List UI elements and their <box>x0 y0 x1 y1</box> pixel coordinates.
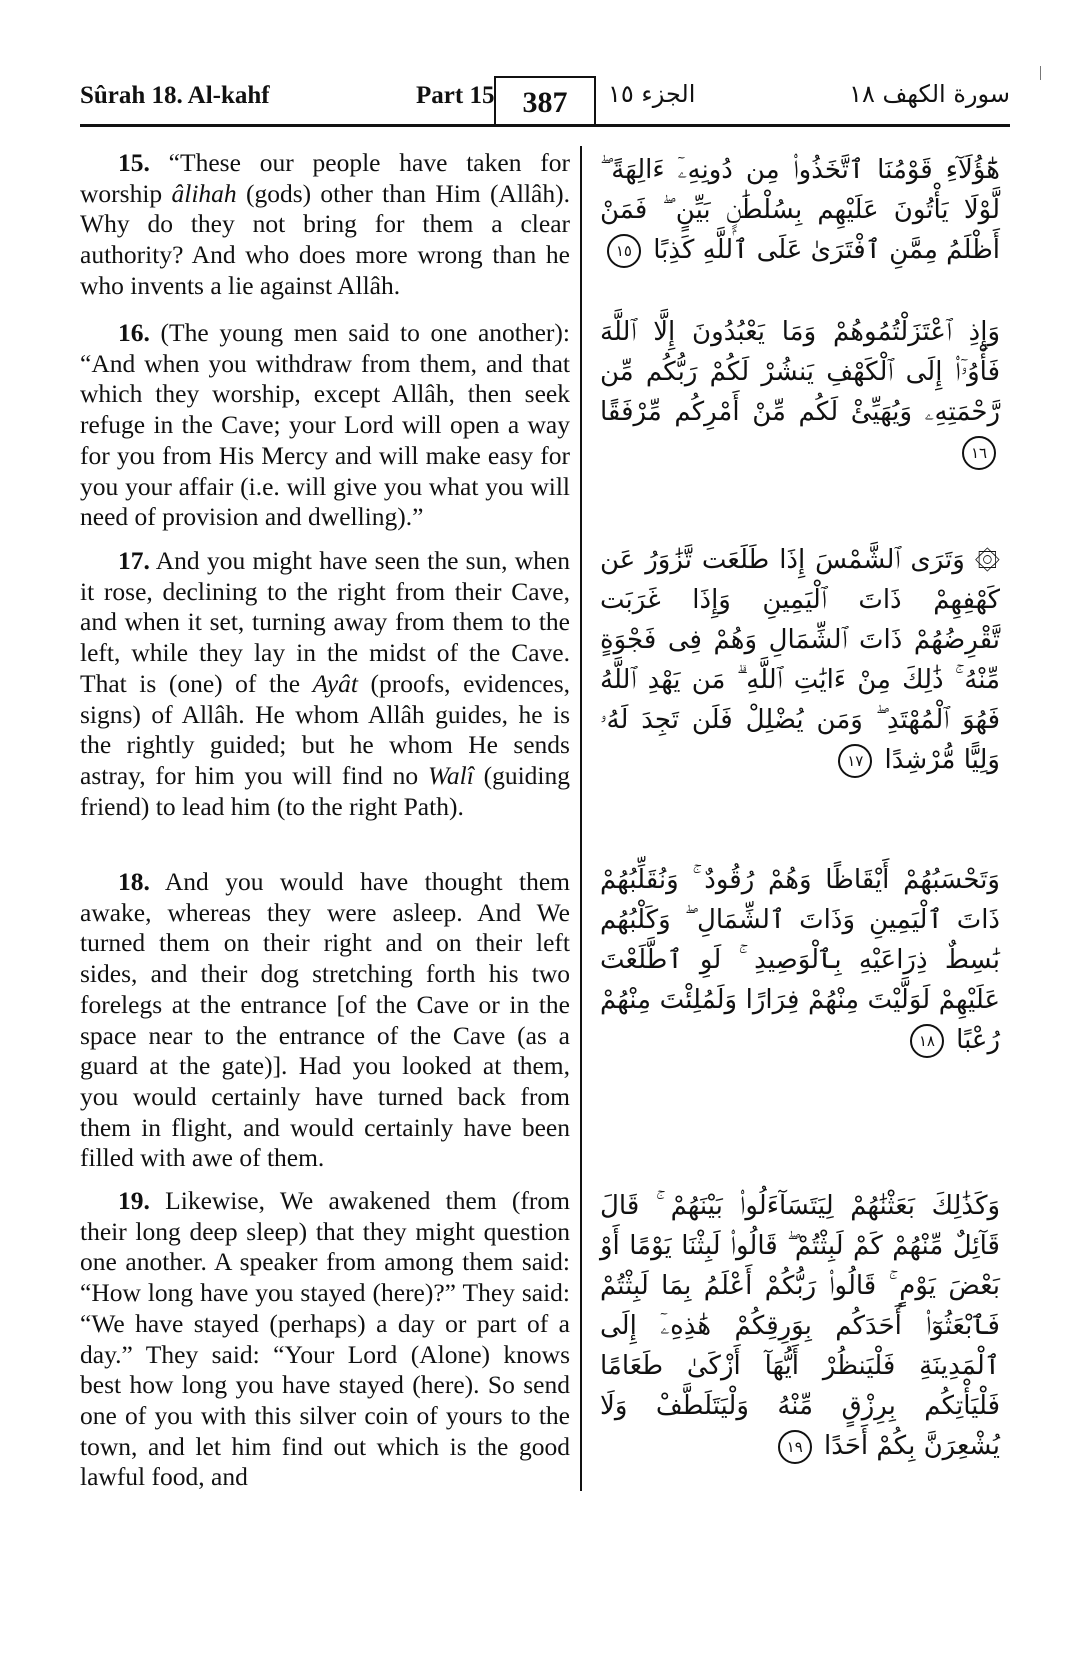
transliterated-term: âlihah <box>171 178 237 208</box>
verse-number: 16. <box>118 318 150 347</box>
arabic-verse-18 <box>600 860 1000 1060</box>
verse-text: (The young men said to one another): “And when you withdraw from them, and that which they worship, except Allâh, then seek refuge in the Cave; your Lord will open a way for you from His Mercy and will make easy for you your affair (i.e. will give you what you will need of provision and dwelling).” <box>80 318 570 532</box>
verse-number: 15. <box>118 148 150 177</box>
arabic-verse-16 <box>600 312 1000 472</box>
verse-text: Likewise, We awakened them (from their long deep sleep) that they might question one another. A speaker from among them said: “How long have you stayed (here)?” They said: “We have stayed (perhaps) a day or part of a day.” They said: “Your Lord (Alone) knows best how long you have stayed (here). So send one of you with this silver coin of yours to the town, and let him find out which is the good lawful food, and <box>80 1186 570 1492</box>
arabic-text: وَتَحْسَبُهُمْ أَيْقَاظًا وَهُمْ رُقُودٌ ۚ وَنُقَلِّبُهُمْ ذَاتَ ٱلْيَمِينِ وَذَاتَ ٱلشِّمَالِ ۖ وَكَلْبُهُم بَٰسِطٌ ذِرَاعَيْهِ بِٱلْوَصِيدِ ۚ لَوِ ٱطَّلَعْتَ عَلَيْهِمْ لَوَلَّيْتَ مِنْهُمْ فِرَارًا وَلَمُلِئْتَ مِنْهُمْ رُعْبًا <box>600 865 1000 1055</box>
translation-verse-19 <box>80 1186 570 1493</box>
surah-title-english: Sûrah 18. Al-kahf <box>80 82 270 109</box>
verse-text: And you would have thought them awake, whereas they were asleep. And We turned them on their right and on their left sides, and their dog stretching forth his two forelegs at the entrance [of the Cave or in the space near to the entrance of the Cave (as a guard at the gate)]. Had you looked at them, you would certainly have turned back from them in flight, and would certainly have been filled with awe of them. <box>80 867 570 1173</box>
column-divider <box>580 146 582 1491</box>
page-header <box>80 76 1010 124</box>
page-number: 387 <box>494 76 596 124</box>
transliterated-term: Walî <box>427 760 474 790</box>
ayah-number-marker: ١٩ <box>778 1430 812 1464</box>
verse-text: “These our people have taken for worship <box>80 148 570 208</box>
verse-number: 18. <box>118 867 150 896</box>
part-label-english: Part 15 <box>416 82 495 109</box>
margin-tick <box>1040 66 1041 80</box>
arabic-text: هَٰٓؤُلَآءِ قَوْمُنَا ٱتَّخَذُوا۟ مِن دُونِهِۦٓ ءَالِهَةً ۖ لَّوْلَا يَأْتُونَ عَلَيْهِم بِسُلْطَٰنٍۭ بَيِّنٍ ۖ فَمَنْ أَظْلَمُ مِمَّنِ ٱفْتَرَىٰ عَلَى ٱللَّهِ كَذِبًا <box>600 155 1000 265</box>
transliterated-term: Ayât <box>312 668 358 698</box>
ayah-number-marker: ١٨ <box>910 1024 944 1058</box>
ayah-number-marker: ١٥ <box>607 234 641 268</box>
header-rule <box>80 124 1010 127</box>
arabic-text: وَكَذَٰلِكَ بَعَثْنَٰهُمْ لِيَتَسَآءَلُوا۟ بَيْنَهُمْ ۚ قَالَ قَآئِلٌ مِّنْهُمْ كَمْ لَبِثْتُمْ ۖ قَالُوا۟ لَبِثْنَا يَوْمًا أَوْ بَعْضَ يَوْمٍ ۚ قَالُوا۟ رَبُّكُمْ أَعْلَمُ بِمَا لَبِثْتُمْ فَٱبْعَثُوٓا۟ أَحَدَكُم بِوَرِقِكُمْ هَٰذِهِۦٓ إِلَى ٱلْمَدِينَةِ فَلْيَنظُرْ أَيُّهَآ أَزْكَىٰ طَعَامًا فَلْيَأْتِكُم بِرِزْقٍ مِّنْهُ وَلْيَتَلَطَّفْ وَلَا يُشْعِرَنَّ بِكُمْ أَحَدًا <box>600 1191 1000 1461</box>
translation-verse-17 <box>80 546 570 822</box>
surah-title-arabic: سورة الكهف ١٨ <box>849 80 1010 108</box>
verse-number: 17. <box>118 546 150 575</box>
arabic-verse-17 <box>600 540 1000 780</box>
arabic-text: ۞ وَتَرَى ٱلشَّمْسَ إِذَا طَلَعَت تَّزَٰوَرُ عَن كَهْفِهِمْ ذَاتَ ٱلْيَمِينِ وَإِذَا غَرَبَت تَّقْرِضُهُمْ ذَاتَ ٱلشِّمَالِ وَهُمْ فِى فَجْوَةٍ مِّنْهُ ۚ ذَٰلِكَ مِنْ ءَايَٰتِ ٱللَّهِ ۗ مَن يَهْدِ ٱللَّهُ فَهُوَ ٱلْمُهْتَدِ ۖ وَمَن يُضْلِلْ فَلَن تَجِدَ لَهُۥ وَلِيًّا مُّرْشِدًا <box>600 545 1000 775</box>
arabic-verse-19 <box>600 1186 1000 1466</box>
translation-verse-18 <box>80 867 570 1174</box>
verse-text: (gods) other than Him (Allâh). Why do they not bring for them a clear authority? And who does more wrong than he who invents a lie against Allâh. <box>80 178 570 300</box>
arabic-text: وَإِذِ ٱعْتَزَلْتُمُوهُمْ وَمَا يَعْبُدُونَ إِلَّا ٱللَّهَ فَأْوُۥٓا۟ إِلَى ٱلْكَهْفِ يَنشُرْ لَكُمْ رَبُّكُم مِّن رَّحْمَتِهِۦ وَيُهَيِّئْ لَكُم مِّنْ أَمْرِكُم مِّرْفَقًا <box>600 317 1000 427</box>
translation-verse-16 <box>80 318 570 533</box>
verse-number: 19. <box>118 1186 150 1215</box>
verse-text: (guiding friend) to lead him (to the right Path). <box>80 760 570 821</box>
verse-text: (proofs, evidences, signs) of Allâh. He whom Allâh guides, he is the rightly guided; but he whom He sends astray, for him you will find no <box>80 668 570 790</box>
part-label-arabic: الجزء ١٥ <box>608 80 696 108</box>
translation-verse-15 <box>80 148 570 302</box>
verse-text: And you might have seen the sun, when it rose, declining to the right from their Cave, and when it set, turning away from them to the left, while they lay in the midst of the Cave. That is (one) of the <box>80 546 570 698</box>
ayah-number-marker: ١٦ <box>962 436 996 470</box>
ayah-number-marker: ١٧ <box>838 744 872 778</box>
arabic-verse-15 <box>600 150 1000 270</box>
